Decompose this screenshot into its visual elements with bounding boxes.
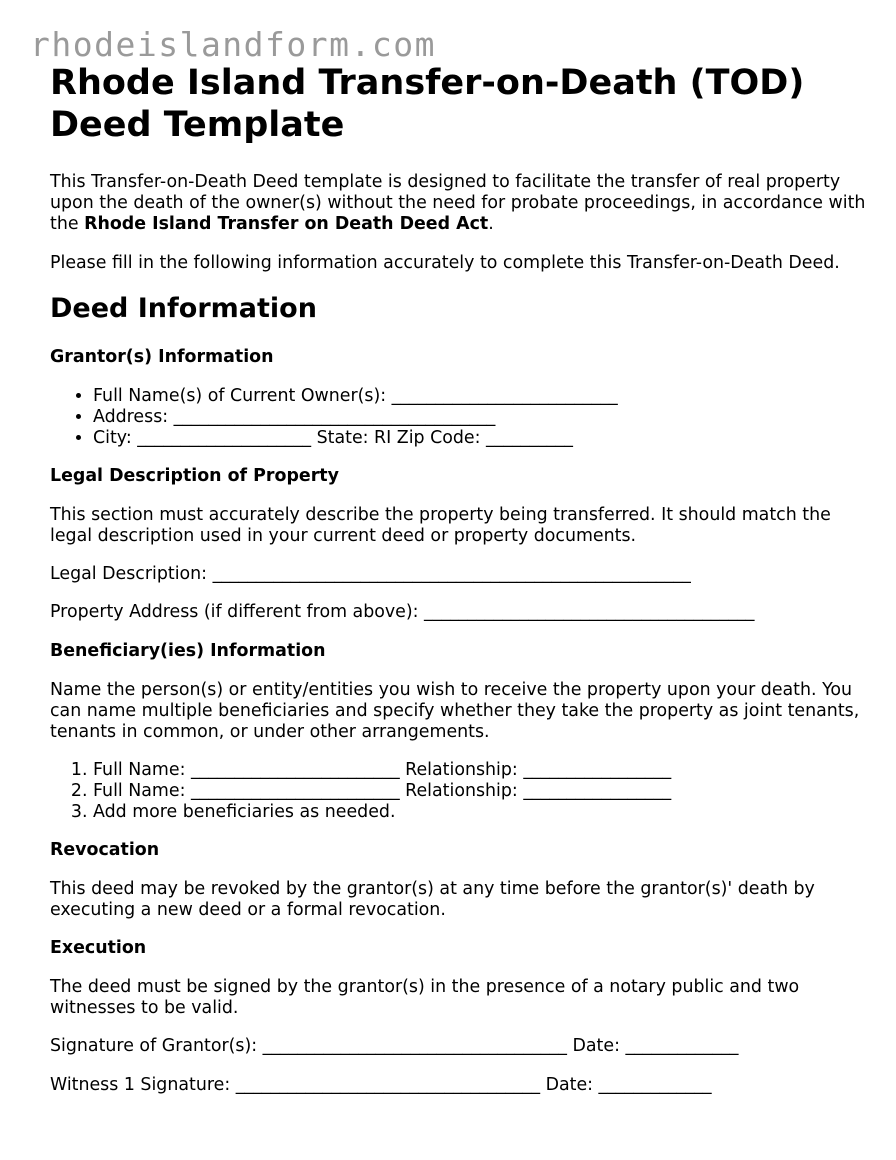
beneficiary-1-field: 1. Full Name: ________________________ Relationship: _________________ xyxy=(93,760,896,781)
intro-text-end: . xyxy=(488,214,494,234)
legal-description-paragraph: This section must accurately describe the property being transferred. It should match the legal description used in your current deed or property documents. xyxy=(50,505,831,546)
beneficiary-more-note: 3. Add more beneficiaries as needed. xyxy=(93,802,896,823)
execution-heading: Execution xyxy=(50,938,147,958)
beneficiary-heading: Beneficiary(ies) Information xyxy=(50,641,326,661)
witness-1-signature-field: Witness 1 Signature: ___________________________________ Date: _____________ xyxy=(50,1075,712,1095)
act-name: Rhode Island Transfer on Death Deed Act xyxy=(84,214,489,234)
page-title: Rhode Island Transfer-on-Death (TOD) Deed Template xyxy=(50,63,805,145)
intro-text: This Transfer-on-Death Deed template is designed to facilitate the transfer of real property upon the death of the owner(s) without the need for probate proceedings, in accordance with the xyxy=(50,172,866,234)
deed-information-heading: Deed Information xyxy=(50,293,317,324)
legal-description-heading: Legal Description of Property xyxy=(50,466,339,486)
beneficiary-2-field: 2. Full Name: ________________________ Relationship: _________________ xyxy=(93,781,896,802)
revocation-paragraph: This deed may be revoked by the grantor(s) at any time before the grantor(s)' death by executing a new deed or a formal revocation. xyxy=(50,879,815,920)
grantor-name-field: • Full Name(s) of Current Owner(s): __________________________ xyxy=(93,386,896,407)
watermark: rhodeislandform.com xyxy=(30,25,436,64)
beneficiary-fields-list xyxy=(50,760,896,823)
grantor-heading: Grantor(s) Information xyxy=(50,347,274,367)
revocation-heading: Revocation xyxy=(50,840,160,860)
grantor-fields-list xyxy=(50,386,896,449)
legal-description-field: Legal Description: _______________________________________________________ xyxy=(50,564,691,584)
execution-paragraph: The deed must be signed by the grantor(s) in the presence of a notary public and two witnesses to be valid. xyxy=(50,977,800,1018)
property-address-field: Property Address (if different from above): ______________________________________ xyxy=(50,602,755,622)
beneficiary-paragraph: Name the person(s) or entity/entities you wish to receive the property upon your death. You can name multiple beneficiaries and specify whether they take the property as joint tenants, tenants in common, or under other arrangements. xyxy=(50,680,860,742)
grantor-address-field: • Address: _____________________________________ xyxy=(93,407,896,428)
grantor-signature-field: Signature of Grantor(s): ___________________________________ Date: _____________ xyxy=(50,1036,739,1056)
grantor-city-field: • City: ____________________ State: RI Zip Code: __________ xyxy=(93,428,896,449)
intro-paragraph xyxy=(50,172,870,235)
instructions-paragraph: Please fill in the following information accurately to complete this Transfer-on-Death Deed. xyxy=(50,253,840,273)
